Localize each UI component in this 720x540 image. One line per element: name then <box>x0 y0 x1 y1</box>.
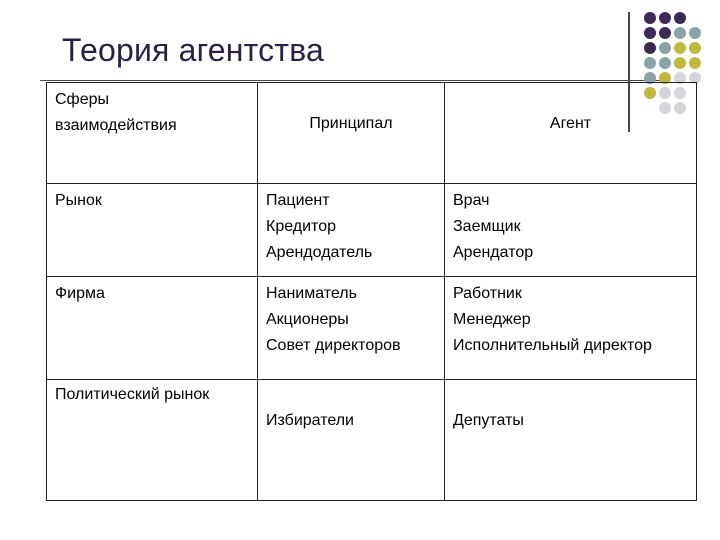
row-sphere: Фирма <box>47 277 258 380</box>
decorative-dot <box>644 57 656 69</box>
decorative-dot <box>659 42 671 54</box>
header-sphere <box>47 83 258 184</box>
decorative-dot <box>644 27 656 39</box>
cell-line: Исполнительный директор <box>453 337 652 354</box>
row-sphere-label: Политический рынок <box>55 386 210 403</box>
cell-line: Наниматель <box>266 285 357 302</box>
decorative-dot <box>674 27 686 39</box>
decorative-dot <box>689 42 701 54</box>
row-principal <box>258 277 445 380</box>
agency-table <box>46 82 697 501</box>
cell-line: Депутаты <box>453 412 524 429</box>
cell-line: Избиратели <box>266 412 354 429</box>
decorative-dot <box>689 57 701 69</box>
cell-line: Менеджер <box>453 311 531 328</box>
decorative-dot <box>644 12 656 24</box>
decorative-dot <box>674 57 686 69</box>
header-principal: Принципал <box>258 83 445 184</box>
cell-line: Врач <box>453 192 490 209</box>
cell-line: Совет директоров <box>266 337 401 354</box>
decorative-dot <box>659 27 671 39</box>
decorative-dot <box>674 42 686 54</box>
table-row <box>47 184 697 277</box>
cell-line: Пациент <box>266 192 330 209</box>
table-row <box>47 277 697 380</box>
decorative-dot <box>659 57 671 69</box>
cell-line: Заемщик <box>453 218 521 235</box>
row-agent <box>445 380 697 501</box>
cell-line: Кредитор <box>266 218 336 235</box>
header-agent: Агент <box>445 83 697 184</box>
decorative-dot <box>644 42 656 54</box>
header-sphere-line: Сферы <box>55 91 110 108</box>
decorative-dot <box>659 12 671 24</box>
cell-line: Акционеры <box>266 311 349 328</box>
table-header-row <box>47 83 697 184</box>
row-principal <box>258 184 445 277</box>
row-agent <box>445 277 697 380</box>
row-sphere: Рынок <box>47 184 258 277</box>
table-row <box>47 380 697 501</box>
slide-title: Теория агентства <box>62 32 325 68</box>
cell-line: Арендатор <box>453 244 534 261</box>
row-principal <box>258 380 445 501</box>
header-sphere-line: взаимодействия <box>55 117 177 134</box>
title-underline <box>40 80 668 81</box>
decorative-dot <box>674 12 686 24</box>
decorative-dot <box>689 27 701 39</box>
cell-line: Арендодатель <box>266 244 373 261</box>
row-sphere <box>47 380 258 501</box>
cell-line: Работник <box>453 285 522 302</box>
row-agent <box>445 184 697 277</box>
